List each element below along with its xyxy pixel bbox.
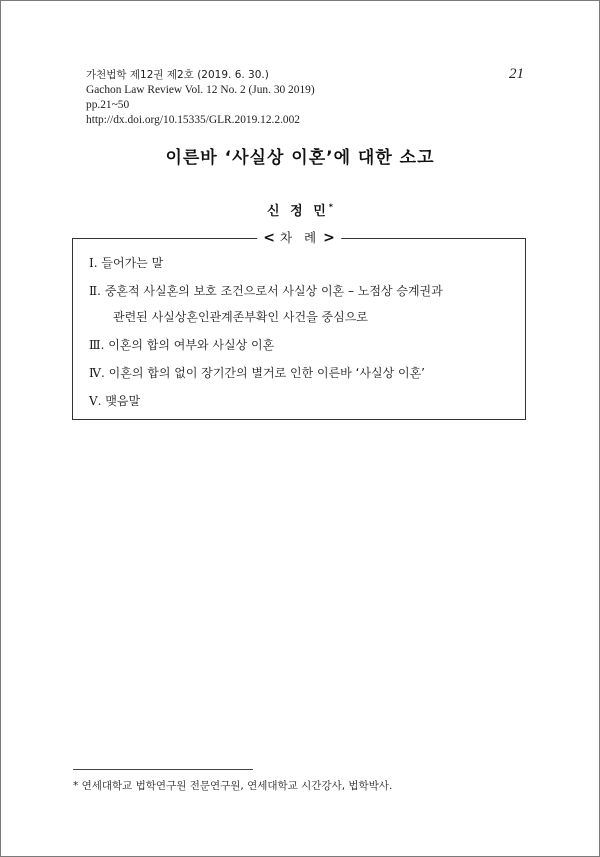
toc-item-number: Ⅰ.	[89, 256, 98, 270]
toc-item-number: Ⅲ.	[89, 338, 105, 352]
toc-item-number: Ⅴ.	[89, 394, 102, 408]
toc-item-text: 이혼의 합의 없이 장기간의 별거로 인한 이른바 ‘사실상 이혼’	[108, 366, 425, 380]
toc-close-bracket: >	[323, 230, 335, 246]
toc-item-3[interactable]	[89, 335, 515, 356]
toc-heading	[257, 228, 341, 248]
toc-item-number: Ⅳ.	[89, 366, 105, 380]
toc-label: 차 례	[279, 230, 321, 245]
toc-open-bracket: <	[263, 230, 275, 246]
author-name	[0, 200, 600, 219]
journal-metadata	[86, 68, 315, 128]
toc-item-text: 중혼적 사실혼의 보호 조건으로서 사실상 이혼 – 노점상 승계권과	[104, 284, 443, 298]
toc-item-text: 이혼의 합의 여부와 사실상 이혼	[108, 338, 275, 352]
toc-item-4[interactable]	[89, 363, 515, 384]
table-of-contents	[72, 230, 526, 420]
toc-item-1[interactable]	[89, 253, 515, 274]
journal-issue-ko: 가천법학 제12권 제2호 (2019. 6. 30.)	[86, 69, 269, 81]
doi-link[interactable]: http://dx.doi.org/10.15335/GLR.2019.12.2.002	[86, 114, 301, 126]
toc-item-2[interactable]	[89, 281, 515, 328]
toc-item-text: 들어가는 말	[101, 256, 164, 270]
footnote-divider	[73, 769, 253, 770]
toc-item-number: Ⅱ.	[89, 284, 101, 298]
page-number: 21	[509, 66, 524, 82]
toc-item-text-continued: 관련된 사실상혼인관계존부확인 사건을 중심으로	[113, 310, 368, 324]
article-title: 이른바 ‘사실상 이혼’에 대한 소고	[165, 148, 435, 168]
journal-issue-en: Gachon Law Review Vol. 12 No. 2 (Jun. 30 2019)	[86, 84, 315, 96]
author-footnote-mark[interactable]: *	[328, 202, 333, 212]
page-range: pp.21~50	[86, 99, 130, 111]
toc-item-5[interactable]	[89, 391, 515, 412]
author-footnote: * 연세대학교 법학연구원 전문연구원, 연세대학교 시간강사, 법학박사.	[73, 780, 393, 792]
toc-list	[89, 253, 515, 419]
toc-item-text: 맺음말	[105, 394, 141, 408]
author-name-text: 신 정 민	[267, 204, 329, 219]
